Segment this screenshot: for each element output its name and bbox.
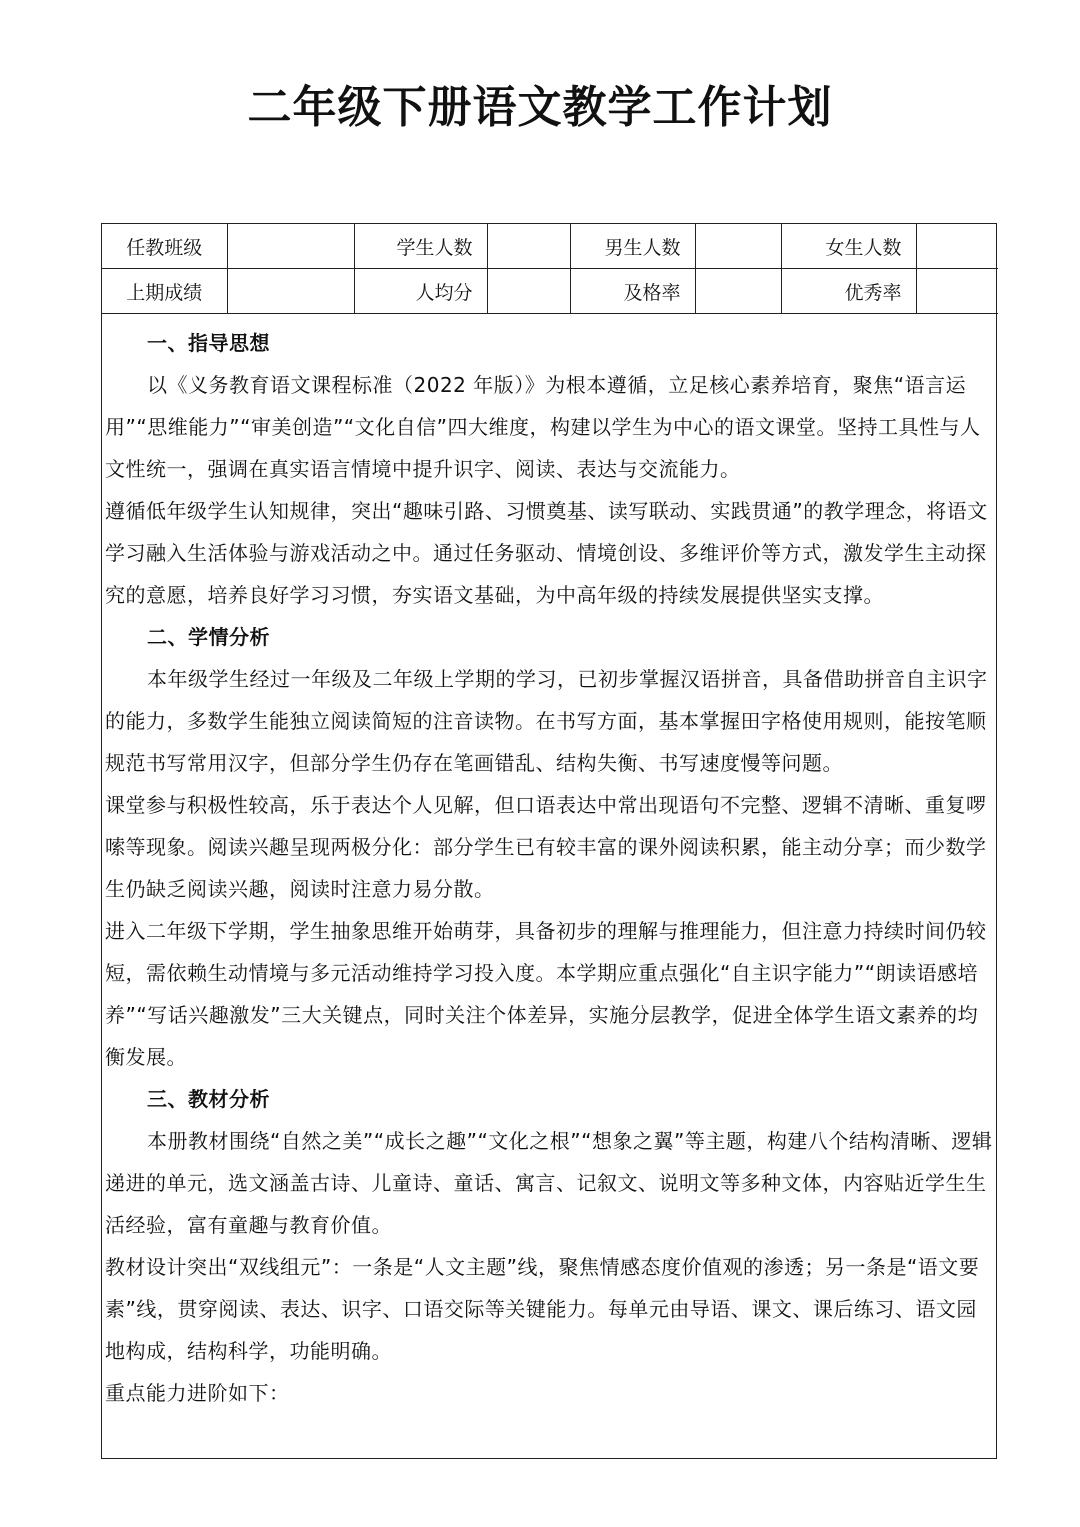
field-class[interactable] [227, 224, 354, 269]
label-boys-count: 男生人数 [570, 224, 695, 269]
page-title: 二年级下册语文教学工作计划 [247, 82, 833, 133]
paragraph: 教材设计突出“双线组元”：一条是“人文主题”线，聚焦情感态度价值观的渗透；另一条是“语文要素”线，贯穿阅读、表达、识字、口语交际等关键能力。每单元由导语、课文、课后练习、语文园地构成，结构科学，功能明确。 [105, 1255, 980, 1363]
info-row-class [102, 224, 998, 269]
label-last-score: 上期成绩 [102, 269, 227, 314]
paragraph: 遵循低年级学生认知规律，突出“趣味引路、习惯奠基、读写联动、实践贯通”的教学理念，将语文学习融入生活体验与游戏活动之中。通过任务驱动、情境创设、多维评价等方式，激发学生主动探究的意愿，培养良好学习习惯，夯实语文基础，为中高年级的持续发展提供坚实支撑。 [105, 499, 988, 607]
section-heading-textbook-analysis: 三、教材分析 [147, 1087, 270, 1111]
label-average: 人均分 [354, 269, 487, 314]
label-class: 任教班级 [102, 224, 227, 269]
label-pass-rate: 及格率 [570, 269, 695, 314]
paragraph: 本年级学生经过一年级及二年级上学期的学习，已初步掌握汉语拼音，具备借助拼音自主识字的能力，多数学生能独立阅读简短的注音读物。在书写方面，基本掌握田字格使用规则，能按笔顺规范书写常用汉字，但部分学生仍存在笔画错乱、结构失衡、书写速度慢等问题。 [105, 667, 988, 775]
field-boys-count[interactable] [695, 224, 781, 269]
paragraph: 本册教材围绕“自然之美”“成长之趣”“文化之根”“想象之翼”等主题，构建八个结构清晰、逻辑递进的单元，选文涵盖古诗、儿童诗、童话、寓言、记叙文、说明文等多种文体，内容贴近学生生活经验，富有童趣与教育价值。 [105, 1129, 993, 1237]
field-student-count[interactable] [487, 224, 570, 269]
field-last-score[interactable] [227, 269, 354, 314]
plan-content [102, 314, 996, 1414]
field-pass-rate[interactable] [695, 269, 781, 314]
field-average[interactable] [487, 269, 570, 314]
paragraph: 重点能力进阶如下： [105, 1381, 290, 1405]
field-girls-count[interactable] [916, 224, 998, 269]
section-heading-guiding: 一、指导思想 [147, 331, 270, 355]
info-table [102, 224, 998, 314]
plan-form [101, 223, 997, 1459]
label-excellent-rate: 优秀率 [781, 269, 916, 314]
field-excellent-rate[interactable] [916, 269, 998, 314]
label-girls-count: 女生人数 [781, 224, 916, 269]
section-heading-student-analysis: 二、学情分析 [147, 625, 270, 649]
label-student-count: 学生人数 [354, 224, 487, 269]
info-row-scores [102, 269, 998, 314]
paragraph: 进入二年级下学期，学生抽象思维开始萌芽，具备初步的理解与推理能力，但注意力持续时间仍较短，需依赖生动情境与多元活动维持学习投入度。本学期应重点强化“自主识字能力”“朗读语感培养”“写话兴趣激发”三大关键点，同时关注个体差异，实施分层教学，促进全体学生语文素养的均衡发展。 [105, 919, 987, 1069]
paragraph: 课堂参与积极性较高，乐于表达个人见解，但口语表达中常出现语句不完整、逻辑不清晰、重复啰嗦等现象。阅读兴趣呈现两极分化：部分学生已有较丰富的课外阅读积累，能主动分享；而少数学生仍缺乏阅读兴趣，阅读时注意力易分散。 [105, 793, 987, 901]
paragraph: 以《义务教育语文课程标准（2022 年版）》为根本遵循，立足核心素养培育，聚焦“语言运用”“思维能力”“审美创造”“文化自信”四大维度，构建以学生为中心的语文课堂。坚持工具性与人文性统一，强调在真实语言情境中提升识字、阅读、表达与交流能力。 [105, 373, 981, 481]
